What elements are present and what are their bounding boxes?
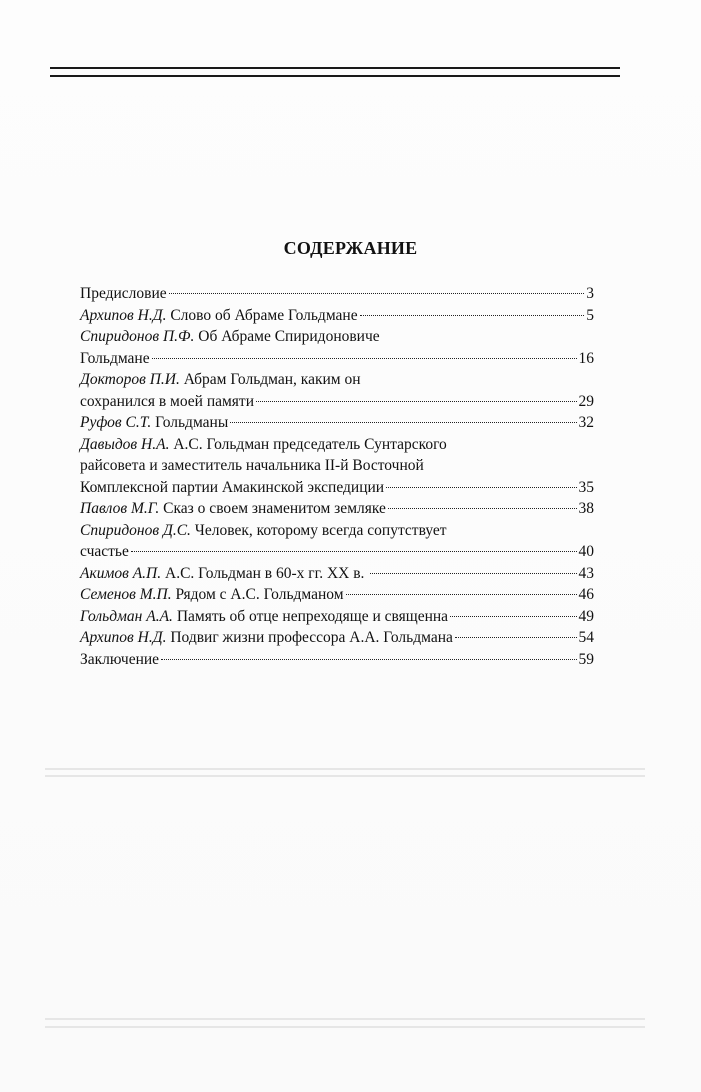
bleed-through-rule bbox=[45, 775, 645, 777]
toc-entry-author: Акимов А.П. bbox=[80, 564, 162, 582]
toc-entry bbox=[80, 434, 594, 499]
dot-leader bbox=[169, 293, 585, 294]
toc-entry-text: Абрам Гольдман, каким он bbox=[179, 371, 361, 388]
toc-page-number: 46 bbox=[578, 586, 594, 603]
toc-entry bbox=[80, 369, 594, 412]
toc-entry-author: Архипов Н.Д. bbox=[80, 306, 167, 324]
dot-leader bbox=[346, 594, 577, 595]
toc-entry-text: счастье bbox=[80, 543, 129, 560]
toc-entry bbox=[80, 326, 594, 369]
toc-entry-author: Павлов М.Г. bbox=[80, 500, 160, 517]
toc-entry bbox=[80, 520, 594, 563]
dot-leader bbox=[256, 401, 576, 402]
toc-entry-author: Семенов М.П. bbox=[80, 586, 172, 603]
toc-entry-text: А.С. Гольдман председатель Сунтарского bbox=[169, 435, 447, 453]
toc-entry-text: Рядом с А.С. Гольдманом bbox=[171, 586, 344, 603]
dot-leader bbox=[455, 637, 577, 638]
toc-page-number: 43 bbox=[578, 564, 594, 582]
toc-page-number: 40 bbox=[578, 543, 594, 560]
dot-leader bbox=[161, 659, 576, 660]
toc-entry-author: Давыдов Н.А. bbox=[80, 435, 170, 453]
toc-page-number: 29 bbox=[578, 392, 594, 410]
toc-entry-text: Заключение bbox=[80, 650, 160, 668]
dot-leader bbox=[360, 315, 585, 316]
header-rule-bottom bbox=[50, 75, 620, 77]
toc-entry bbox=[80, 563, 594, 585]
toc-entry-text: Подвиг жизни профессора А.А. Гольдмана bbox=[166, 629, 453, 646]
toc-page-number: 5 bbox=[586, 306, 594, 324]
toc-page-number: 54 bbox=[578, 629, 594, 646]
bleed-through-rule bbox=[45, 768, 645, 770]
toc-entry-text: Гольдмане bbox=[80, 349, 150, 367]
header-rule-top bbox=[50, 67, 620, 69]
bleed-through-rule bbox=[45, 1026, 645, 1028]
toc-entry-author: Гольдман А.А. bbox=[80, 607, 173, 625]
dot-leader bbox=[370, 573, 576, 574]
dot-leader bbox=[388, 508, 577, 509]
dot-leader bbox=[230, 422, 576, 423]
toc-entry bbox=[80, 606, 594, 628]
toc-entry-text: Память об отце непреходяще и священна bbox=[172, 607, 449, 625]
toc-entry-author: Докторов П.И. bbox=[80, 371, 180, 388]
toc-entry-text: Предисловие bbox=[80, 285, 167, 302]
dot-leader bbox=[152, 358, 577, 359]
toc-entry bbox=[80, 584, 594, 606]
toc-page-number: 59 bbox=[578, 650, 594, 668]
table-of-contents bbox=[80, 283, 594, 670]
dot-leader bbox=[131, 551, 577, 552]
toc-page-number: 38 bbox=[578, 500, 594, 517]
toc-entry-text: Гольдманы bbox=[151, 414, 229, 431]
toc-entry bbox=[80, 412, 594, 434]
bleed-through-rule bbox=[45, 1018, 645, 1020]
toc-entry bbox=[80, 627, 594, 649]
toc-entry bbox=[80, 498, 594, 520]
toc-entry-text: райсовета и заместитель начальника II-й Восточной bbox=[80, 457, 424, 474]
toc-page-number: 3 bbox=[586, 285, 594, 302]
toc-entry-text: Сказ о своем знаменитом земляке bbox=[159, 500, 386, 517]
toc-page-number: 35 bbox=[578, 478, 594, 496]
toc-entry-author: Руфов С.Т. bbox=[80, 414, 152, 431]
toc-entry bbox=[80, 305, 594, 327]
toc-page-number: 32 bbox=[578, 414, 594, 431]
toc-entry-text: сохранился в моей памяти bbox=[80, 392, 255, 410]
toc-entry-author: Спиридонов П.Ф. bbox=[80, 328, 195, 345]
toc-entry bbox=[80, 649, 594, 671]
dot-leader bbox=[450, 616, 576, 617]
toc-page-number: 49 bbox=[578, 607, 594, 625]
toc-entry-author: Спиридонов Д.С. bbox=[80, 521, 191, 539]
toc-entry-author: Архипов Н.Д. bbox=[80, 629, 167, 646]
toc-entry-text: Комплексной партии Амакинской экспедиции bbox=[80, 478, 385, 496]
dot-leader bbox=[386, 487, 576, 488]
toc-page-number: 16 bbox=[578, 349, 594, 367]
toc-entry-text: Слово об Абраме Гольдмане bbox=[166, 306, 358, 324]
toc-title: СОДЕРЖАНИЕ bbox=[283, 238, 418, 258]
toc-entry-text: Человек, которому всегда сопутствует bbox=[190, 521, 447, 539]
toc-entry-text: Об Абраме Спиридоновиче bbox=[194, 328, 380, 345]
toc-entry bbox=[80, 283, 594, 305]
toc-entry-text: А.С. Гольдман в 60-х гг. ХХ в. bbox=[161, 564, 369, 582]
